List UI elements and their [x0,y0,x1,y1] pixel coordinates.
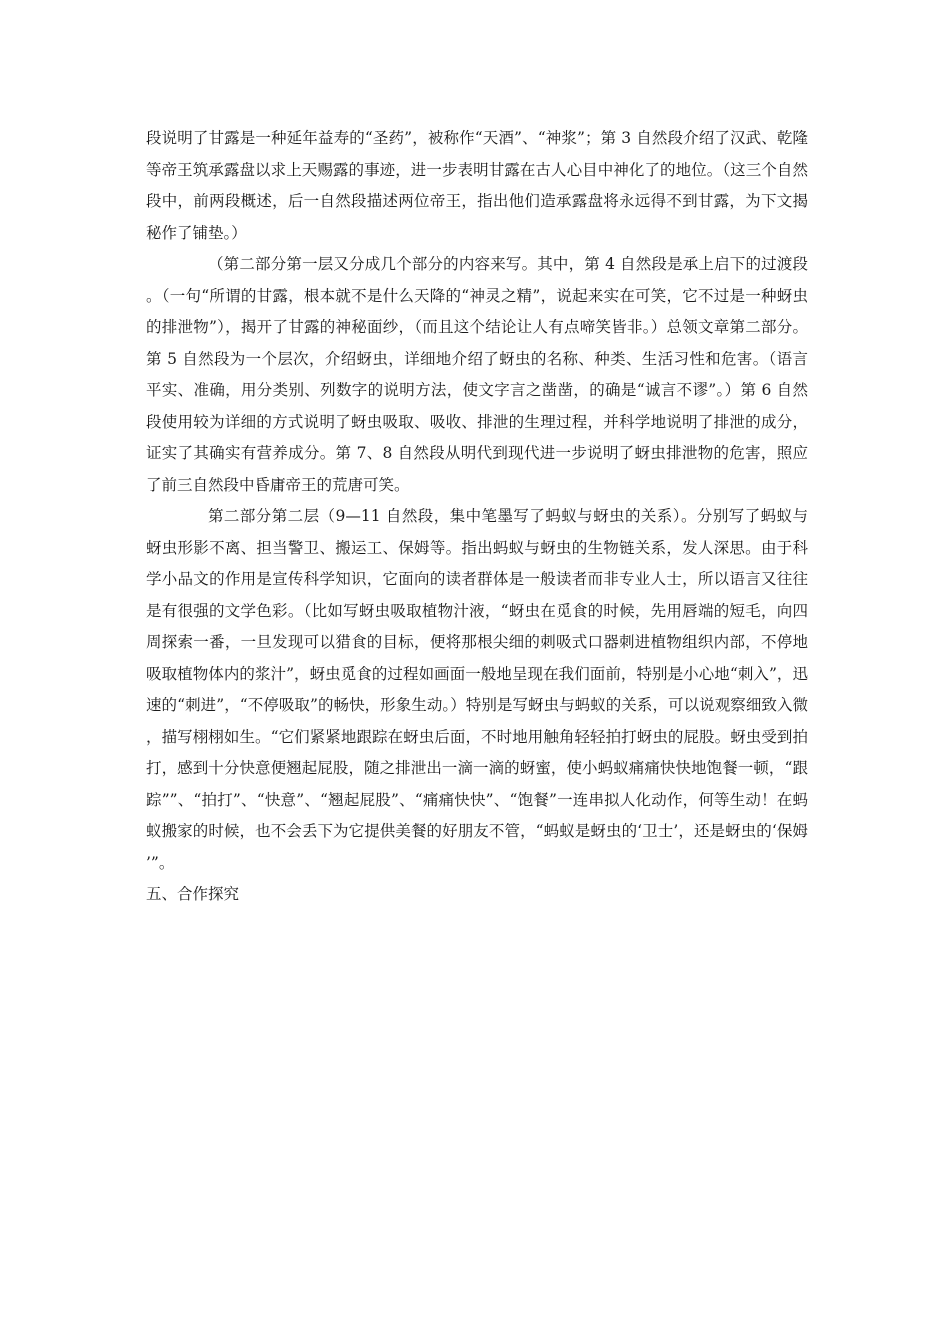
document-page [146,123,808,911]
section-heading: 五、合作探究 [146,885,240,903]
paragraph-2: （第二部分第一层又分成几个部分的内容来写。其中，第 4 自然段是承上启下的过渡段。（一句“所谓的甘露，根本就不是什么天降的“神灵之精”，说起来实在可笑，它不过是一种蚜虫的排泄物”），揭开了甘露的神秘面纱，（而且这个结论让人有点啼笑皆非。）总领文章第二部分。第 5 自然段为一个层次，介绍蚜虫，详细地介绍了蚜虫的名称、种类、生活习性和危害。（语言平实、准确，用分类别、列数字的说明方法，使文字言之凿凿，的确是“诚言不谬”。）第 6 自然段使用较为详细的方式说明了蚜虫吸取、吸收、排泄的生理过程，并科学地说明了排泄的成分，证实了其确实有营养成分。第 7、8 自然段从明代到现代进一步说明了蚜虫排泄物的危害，照应了前三自然段中昏庸帝王的荒唐可笑。 [146,255,808,494]
paragraph-1: 段说明了甘露是一种延年益寿的“圣药”，被称作“天酒”、“神浆”；第 3 自然段介绍了汉武、乾隆等帝王筑承露盘以求上天赐露的事迹，进一步表明甘露在古人心目中神化了的地位。（这三个自然段中，前两段概述，后一自然段描述两位帝王，指出他们造承露盘将永远得不到甘露，为下文揭秘作了铺垫。） [146,129,808,242]
paragraph-3: 第二部分第二层（9—11 自然段，集中笔墨写了蚂蚁与蚜虫的关系）。分别写了蚂蚁与蚜虫形影不离、担当警卫、搬运工、保姆等。指出蚂蚁与蚜虫的生物链关系，发人深思。由于科学小品文的作用是宣传科学知识，它面向的读者群体是一般读者而非专业人士，所以语言又往往是有很强的文学色彩。（比如写蚜虫吸取植物汁液，“蚜虫在觅食的时候，先用唇端的短毛，向四周探索一番，一旦发现可以猎食的目标，便将那根尖细的刺吸式口器刺进植物组织内部，不停地吸取植物体内的浆汁”，蚜虫觅食的过程如画面一般地呈现在我们面前，特别是小心地“刺入”，迅速的“刺进”，“不停吸取”的畅快，形象生动。）特别是写蚜虫与蚂蚁的关系，可以说观察细致入微，描写栩栩如生。“它们紧紧地跟踪在蚜虫后面，不时地用触角轻轻拍打蚜虫的屁股。蚜虫受到拍打，感到十分快意便翘起屁股，随之排泄出一滴一滴的蚜蜜，使小蚂蚁痛痛快快地饱餐一顿，“跟踪””、“拍打”、“快意”、“翘起屁股”、“痛痛快快”、“饱餐”一连串拟人化动作，何等生动！在蚂蚁搬家的时候，也不会丢下为它提供美餐的好朋友不管，“蚂蚁是蚜虫的‘卫士’，还是蚜虫的‘保姆’”。 [146,507,808,872]
